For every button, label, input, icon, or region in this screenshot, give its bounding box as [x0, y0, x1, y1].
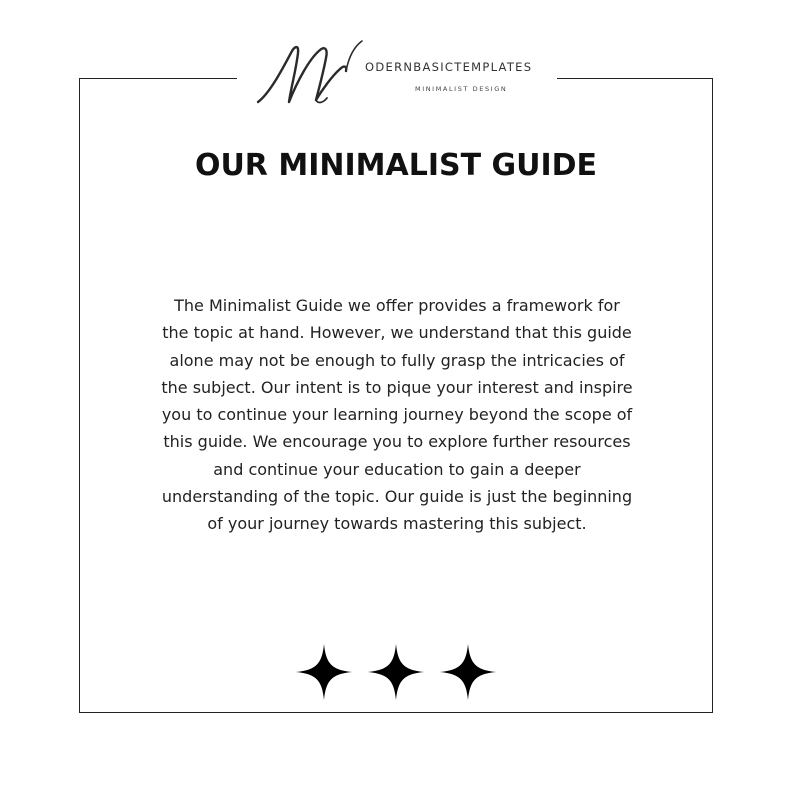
- body-line: and continue your education to gain a deeper: [213, 459, 581, 479]
- body-line: The Minimalist Guide we offer provides a framework for: [174, 296, 620, 315]
- body-line: alone may not be enough to fully grasp the intricacies of: [169, 350, 625, 370]
- logo-wordmark: ODERNBASICTEMPLATES: [365, 60, 533, 74]
- body-line: you to continue your learning journey beyond the scope of: [161, 405, 633, 425]
- body-paragraph: [95, 292, 699, 538]
- four-point-star-icon: [296, 644, 352, 700]
- body-line: the topic at hand. However, we understand that this guide: [162, 323, 632, 343]
- body-line: the subject. Our intent is to pique your interest and inspire: [161, 377, 633, 397]
- script-m-logo-icon: [250, 38, 368, 108]
- logo-mark-letter: M: [250, 38, 251, 39]
- body-line: understanding of the topic. Our guide is just the beginning: [161, 487, 633, 507]
- brand-logo: [245, 38, 545, 108]
- page-title: OUR MINIMALIST GUIDE: [194, 148, 598, 183]
- body-line: this guide. We encourage you to explore further resources: [163, 432, 631, 452]
- decorative-stars: [292, 640, 504, 704]
- logo-tagline: MINIMALIST DESIGN: [415, 85, 508, 93]
- body-line: of your journey towards mastering this subject.: [207, 514, 587, 534]
- four-point-star-icon: [440, 644, 496, 700]
- four-point-star-icon: [368, 644, 424, 700]
